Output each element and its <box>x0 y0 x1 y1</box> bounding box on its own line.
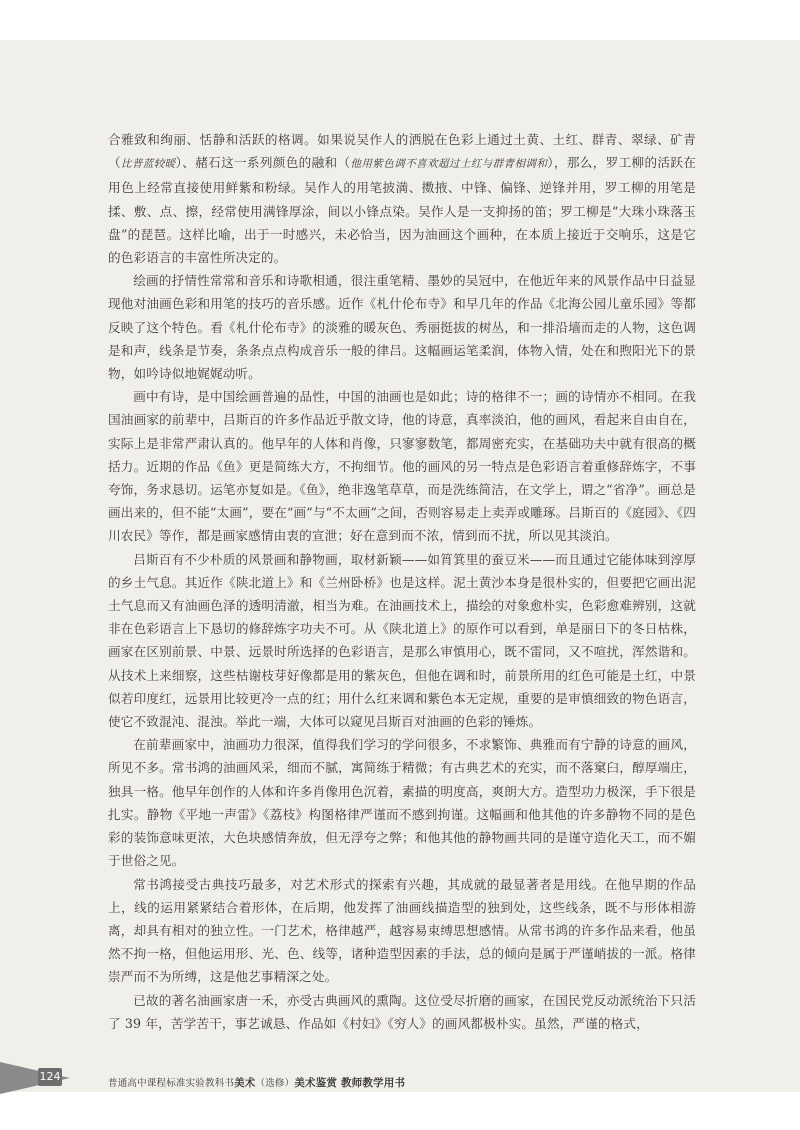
paragraph-text: 吕斯百有不少朴质的风景画和静物画，取材新颖——如筲箕里的蚕豆米——而且通过它能体味到淳厚的乡土气息。其近作《陕北道上》和《兰州卧桥》也是这样。泥土黄沙本身是很朴实的，但要把它画出泥土气息而又有油画色泽的透明清澈，相当为难。在油画技术上，描绘的对象愈朴实，色彩愈难辨别，这就非在色彩语言上下恳切的修辞炼字功夫不可。从《陕北道上》的原作可以看到，单是丽日下的冬日枯株，画家在区别前景、中景、远景时所选择的色彩语言，是那么审慎用心，既不雷同，又不喧扰，浑然谐和。从技术上来细察，这些枯谢枝芽好像都是用的紫灰色，但他在调和时，前景所用的红色可能是土红，中景似若印度红，远景用比较更冷一点的红；用什么红来调和紫色本无定规，重要的是审慎细致的物色语言，使它不致混沌、混浊。举此一端，大体可以窥见吕斯百对油画的色彩的锤炼。 <box>108 551 696 730</box>
running-head-subject: 美术 <box>234 1077 256 1089</box>
paragraph-text: 绘画的抒情性常常和音乐和诗歌相通，很注重笔精、墨妙的吴冠中，在他近年来的风景作品中日益显现他对油画色彩和用笔的技巧的音乐感。近作《札什伦布寺》和早几年的作品《北海公园儿童乐园》等都反映了这个特色。看《札什伦布寺》的淡雅的暖灰色、秀丽挺拔的树丛，和一排沿墙而走的人物，这色调是和声，线条是节奏，条条点点构成音乐一般的律吕。这幅画运笔柔润，体物入情，处在和煦阳光下的景物，如吟诗似地娓娓动听。 <box>108 273 696 382</box>
paragraph-text: 常书鸿接受古典技巧最多，对艺术形式的探索有兴趣，其成就的最显著者是用线。在他早期的作品上，线的运用紧紧结合着形体，在后期，他发挥了油画线描造型的独到处，这些线条，既不与形体相游离，却具有相对的独立性。一门艺术，格律越严，越容易束缚思想感情。从常书鸿的许多作品来看，他虽然不拘一格，但他运用形、光、色、线等，诸种造型因素的手法，总的倾向是属于严谨峭拔的一派。格律崇严而不为所缚，这是他艺事精深之处。 <box>108 876 696 985</box>
paragraph <box>108 128 696 269</box>
paragraph-text: 画中有诗，是中国绘画普遍的品性，中国的油画也是如此；诗的格律不一；画的诗情亦不相同。在我国油画家的前辈中，吕斯百的许多作品近乎散文诗，他的诗意，真率淡泊，他的画风，看起来自由自在，实际上是非常严肃认真的。他早年的人体和肖像，只寥寥数笔，都周密充实，在基础功夫中就有很高的概括力。近期的作品《鱼》更是简练大方，不拘细节。他的画风的另一特点是色彩语言着重修辞炼字，不事夸饰，务求恳切。运笔亦复如是。《鱼》，绝非逸笔草草，而是洗练简洁，在文学上，谓之“省净”。画总是画出来的，但不能“太画”，要在“画”与“不太画”之间，否则容易走上卖弄或雕琢。吕斯百的《庭园》、《四川农民》等作，都是画家感情由衷的宣泄；好在意到而不浓，情到而不扰，所以见其淡泊。 <box>108 389 696 544</box>
page-number: 124 <box>38 1068 62 1086</box>
inline-note: 比普蓝较暖 <box>120 158 176 171</box>
paragraph-text: 在前辈画家中，油画功力很深，值得我们学习的学问很多，不求繁饰、典雅而有宁静的诗意的画风，所见不多。常书鸿的油画风采，细而不腻，寓简练于精微；有古典艺术的充实，而不落窠臼，醇厚端庄，独具一格。他早年创作的人体和许多肖像用色沉着，素描的明度高，爽朗大方。造型功力极深，手下很是扎实。静物《平地一声雷》《荔枝》构图格律严谨而不感到拘谨。这幅画和他其他的许多静物不同的是色彩的装饰意味更浓，大色块感情奔放，但无浮夸之弊；和他其他的静物画共同的是谨守造化天工，而不媚于世俗之见。 <box>108 737 696 869</box>
paragraph-text: ）、赭石这一系列颜色的融和（ <box>175 155 351 171</box>
paragraph-text: 合雅致和绚丽、恬静和活跃的格调。如果说吴作人的洒脱在色彩上通过土黄、土红、群青、翠绿、矿青（ <box>108 132 696 171</box>
paragraph <box>108 733 696 872</box>
paragraph-text: ），那么，罗工柳的活跃在用色上经常直接使用鲜紫和粉绿。吴作人的用笔披満、擞掖、中锋、偏锋、逆锋并用，罗工柳的用笔是揉、敷、点、擦，经常使用满锋厚涂，间以小锋点染。吴作人是一支抑扬的笛；罗工柳是“大珠小珠落玉盘”的琵琶。这样比喻，出于一时感兴，未必恰当，因为油画这个画种，在本质上接近于交响乐，这是它的色彩语言的丰富性所决定的。 <box>108 155 696 266</box>
running-head-series: 普通高中课程标准实验教科书 <box>108 1078 235 1089</box>
running-head-elective: （选修） <box>255 1078 295 1089</box>
inline-note: 他用紫色调不喜欢超过土红与群青相调和 <box>350 158 548 171</box>
paragraph <box>108 873 696 989</box>
paragraph <box>108 385 696 547</box>
running-head-title: 美术鉴赏 教师教学用书 <box>294 1077 406 1089</box>
paragraph-text: 已故的著名油画家唐一禾，亦受古典画风的熏陶。这位受尽折磨的画家，在国民党反动派统治下只活了 39 年，苦学苦干，事艺诚恳、作品如《村妇》《穷人》的画风都极朴实。虽然，严谨的格式， <box>108 992 696 1031</box>
running-head <box>108 1075 405 1090</box>
page-footer <box>0 1062 800 1112</box>
paragraph <box>108 989 696 1035</box>
paragraph <box>108 548 696 734</box>
scanned-page <box>0 40 800 1092</box>
body-text <box>108 128 696 1035</box>
paragraph <box>108 269 696 385</box>
